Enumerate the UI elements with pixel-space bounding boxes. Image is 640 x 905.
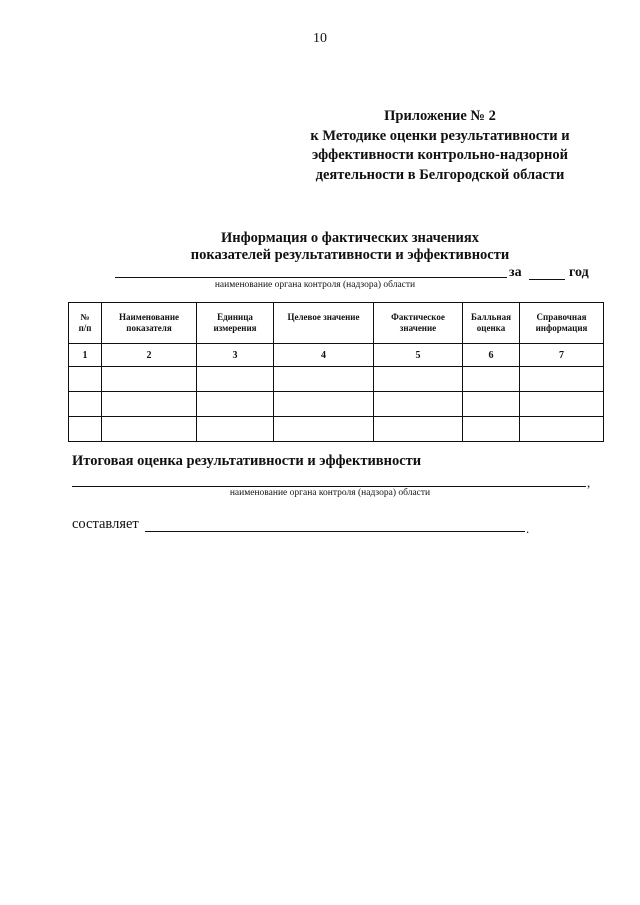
header-cell: Балльная оценка (463, 303, 520, 344)
sostavlyaet-label: составляет (72, 516, 139, 532)
appendix-line-4: деятельности в Белгородской области (315, 166, 565, 183)
table-cell[interactable] (69, 367, 102, 392)
header-cell: Целевое значение (274, 303, 374, 344)
table-cell[interactable] (274, 392, 374, 417)
table-cell[interactable] (520, 392, 604, 417)
appendix-line-2: к Методике оценки результативности и (310, 127, 570, 144)
indicators-table (68, 302, 604, 442)
header-cell: Единица измерения (197, 303, 274, 344)
table-row (69, 367, 604, 392)
total-value-blank[interactable] (145, 531, 525, 532)
header-cell: Фактическое значение (374, 303, 463, 344)
total-dot: . (526, 521, 530, 536)
table-cell[interactable] (69, 417, 102, 442)
form-title-line-1: Информация о фактических значениях (220, 230, 480, 246)
column-number: 4 (274, 344, 374, 367)
table-cell[interactable] (463, 417, 520, 442)
table-header-row (69, 303, 604, 344)
appendix-block (270, 107, 610, 185)
table-cell[interactable] (520, 417, 604, 442)
table-cell[interactable] (102, 417, 197, 442)
total-org-blank[interactable] (72, 486, 586, 487)
column-number: 6 (463, 344, 520, 367)
god-label: год (569, 265, 589, 280)
header-cell: Наименование показателя (102, 303, 197, 344)
column-number: 7 (520, 344, 604, 367)
table-cell[interactable] (520, 367, 604, 392)
org-name-caption: наименование органа контроля (надзора) области (214, 280, 416, 290)
table-cell[interactable] (197, 392, 274, 417)
total-heading: Итоговая оценка результативности и эффективности (72, 453, 422, 469)
appendix-line-3: эффективности контрольно-надзорной (311, 147, 569, 163)
table-cell[interactable] (463, 367, 520, 392)
table-row (69, 417, 604, 442)
form-title (150, 230, 550, 264)
header-cell: № п/п (69, 303, 102, 344)
column-number: 5 (374, 344, 463, 367)
table-cell[interactable] (197, 367, 274, 392)
table-cell[interactable] (374, 367, 463, 392)
table-cell[interactable] (102, 367, 197, 392)
table-cell[interactable] (274, 417, 374, 442)
total-comma: , (587, 475, 591, 490)
appendix-line-1: Приложение № 2 (384, 108, 496, 124)
table-cell[interactable] (274, 367, 374, 392)
column-number: 2 (102, 344, 197, 367)
table-cell[interactable] (374, 417, 463, 442)
table-number-row (69, 344, 604, 367)
table-cell[interactable] (102, 392, 197, 417)
header-cell: Справочная информация (520, 303, 604, 344)
table-cell[interactable] (463, 392, 520, 417)
table-row (69, 392, 604, 417)
table-cell[interactable] (69, 392, 102, 417)
total-org-caption: наименование органа контроля (надзора) области (229, 488, 431, 498)
column-number: 1 (69, 344, 102, 367)
form-title-line-2: показателей результативности и эффективности (190, 247, 510, 263)
za-label: за (509, 265, 522, 280)
table-cell[interactable] (197, 417, 274, 442)
org-name-blank[interactable] (115, 277, 507, 278)
table-cell[interactable] (374, 392, 463, 417)
page-number: 10 (313, 31, 327, 46)
year-blank[interactable] (529, 279, 565, 280)
column-number: 3 (197, 344, 274, 367)
